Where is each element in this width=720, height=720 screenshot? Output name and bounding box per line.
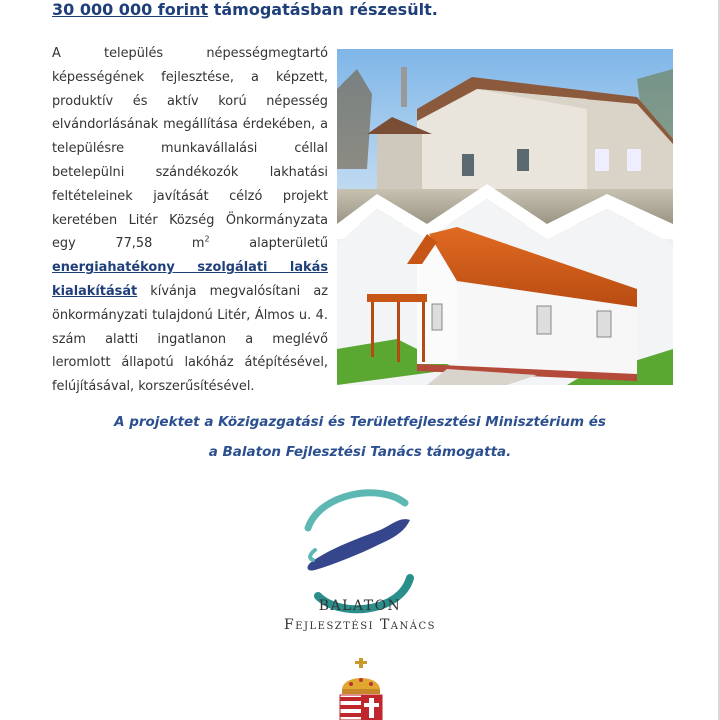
logo-text-line-1: BALATON <box>318 598 402 614</box>
funding-amount: 30 000 000 forint <box>52 0 209 19</box>
support-line-2: a Balaton Fejlesztési Tanács támogatta. <box>208 444 512 460</box>
funding-text: támogatásban részesült. <box>208 0 438 19</box>
description-text-3: kívánja megvalósítani az önkormányzati tulajdonú Litér, Álmos u. 4. szám alatti ingatlanon a meglévő leromlott állapotú lakóház átépítésével, felújításával, korszerűsítésével. <box>52 283 328 395</box>
highlighted-phrase: energiahatékony szolgálati lakás kialakítását <box>52 260 328 299</box>
coat-of-arms-icon <box>336 656 386 720</box>
balaton-council-logo <box>260 478 460 638</box>
description-text-2: alapterületű <box>209 236 328 252</box>
support-line-1: A projektet a Közigazgatási és Területfejlesztési Minisztérium és <box>114 414 606 430</box>
funding-amount-line <box>52 0 438 19</box>
superscript: 2 <box>204 235 210 245</box>
house-photo <box>337 49 673 385</box>
project-description <box>52 42 328 399</box>
logo-text-line-2: Fejlesztési Tanács <box>283 617 436 633</box>
description-text-1: A település népességmegtartó képességének fejlesztése, a képzett, produktív és aktív korú népesség elvándorlásának megállítása érdekében, a településre munkavállalási céllal betelepülni szándékozók lakhatási feltételeinek javítását célzó projekt keretében Litér Község Önkormányzata egy 77,58 m <box>52 46 328 252</box>
